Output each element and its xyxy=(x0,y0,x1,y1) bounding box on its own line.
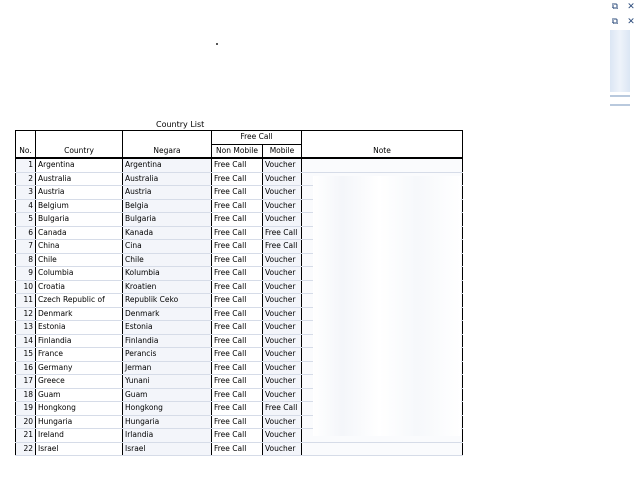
cell-non-mobile[interactable]: Free Call xyxy=(212,334,263,348)
cell-country[interactable]: Israel xyxy=(36,442,123,456)
cell-mobile[interactable]: Voucher xyxy=(263,199,302,213)
cell-negara[interactable]: Kroatien xyxy=(123,280,212,294)
cell-negara[interactable]: Belgia xyxy=(123,199,212,213)
cell-mobile[interactable]: Free Call xyxy=(263,226,302,240)
cell-no[interactable]: 7 xyxy=(16,240,36,254)
cell-mobile[interactable]: Voucher xyxy=(263,267,302,281)
cell-negara[interactable]: Hungaria xyxy=(123,415,212,429)
cell-country[interactable]: Chile xyxy=(36,253,123,267)
cell-no[interactable]: 15 xyxy=(16,348,36,362)
cell-non-mobile[interactable]: Free Call xyxy=(212,267,263,281)
cell-mobile[interactable]: Free Call xyxy=(263,402,302,416)
cell-negara[interactable]: Austria xyxy=(123,186,212,200)
scrollbar-divider xyxy=(610,104,630,106)
cell-no[interactable]: 17 xyxy=(16,375,36,389)
cell-no[interactable]: 6 xyxy=(16,226,36,240)
header-non-mobile: Non Mobile xyxy=(212,144,263,157)
cell-non-mobile[interactable]: Free Call xyxy=(212,172,263,186)
cell-country[interactable]: Finlandia xyxy=(36,334,123,348)
cell-non-mobile[interactable]: Free Call xyxy=(212,280,263,294)
cell-country[interactable]: Canada xyxy=(36,226,123,240)
cell-no[interactable]: 18 xyxy=(16,388,36,402)
cell-country[interactable]: Hungaria xyxy=(36,415,123,429)
cell-non-mobile[interactable]: Free Call xyxy=(212,213,263,227)
cell-country[interactable]: France xyxy=(36,348,123,362)
cell-country[interactable]: Argentina xyxy=(36,158,123,172)
cell-no[interactable]: 9 xyxy=(16,267,36,281)
cell-mobile[interactable]: Voucher xyxy=(263,307,302,321)
cell-no[interactable]: 5 xyxy=(16,213,36,227)
cell-country[interactable]: Germany xyxy=(36,361,123,375)
cell-non-mobile[interactable]: Free Call xyxy=(212,294,263,308)
cell-country[interactable]: Croatia xyxy=(36,280,123,294)
window-controls-bottom xyxy=(604,17,640,31)
cell-country[interactable]: Greece xyxy=(36,375,123,389)
header-free-call: Free Call xyxy=(212,131,302,145)
cell-non-mobile[interactable]: Free Call xyxy=(212,415,263,429)
cell-no[interactable]: 12 xyxy=(16,307,36,321)
cell-note[interactable] xyxy=(302,442,463,456)
cell-negara[interactable]: Cina xyxy=(123,240,212,254)
cell-mobile[interactable]: Voucher xyxy=(263,321,302,335)
cell-no[interactable]: 20 xyxy=(16,415,36,429)
cell-no[interactable]: 1 xyxy=(16,158,36,172)
cell-non-mobile[interactable]: Free Call xyxy=(212,361,263,375)
cell-negara[interactable]: Perancis xyxy=(123,348,212,362)
cell-negara[interactable]: Chile xyxy=(123,253,212,267)
table-header-row-top xyxy=(16,131,463,145)
cell-no[interactable]: 22 xyxy=(16,442,36,456)
cell-non-mobile[interactable]: Free Call xyxy=(212,429,263,443)
cell-negara[interactable]: Yunani xyxy=(123,375,212,389)
cell-country[interactable]: Bulgaria xyxy=(36,213,123,227)
close-icon[interactable]: ✕ xyxy=(627,2,635,12)
cell-no[interactable]: 2 xyxy=(16,172,36,186)
cell-negara[interactable]: Guam xyxy=(123,388,212,402)
cell-mobile[interactable]: Voucher xyxy=(263,334,302,348)
cell-no[interactable]: 10 xyxy=(16,280,36,294)
cell-non-mobile[interactable]: Free Call xyxy=(212,186,263,200)
cell-non-mobile[interactable]: Free Call xyxy=(212,348,263,362)
cell-mobile[interactable]: Voucher xyxy=(263,442,302,456)
cell-mobile[interactable]: Voucher xyxy=(263,158,302,172)
cell-country[interactable]: Guam xyxy=(36,388,123,402)
restore-icon[interactable]: ⧉ xyxy=(611,17,619,27)
cell-no[interactable]: 11 xyxy=(16,294,36,308)
cell-mobile[interactable]: Free Call xyxy=(263,240,302,254)
cell-mobile[interactable]: Voucher xyxy=(263,348,302,362)
cell-negara[interactable]: Kolumbia xyxy=(123,267,212,281)
sheet-title: Country List xyxy=(156,120,205,129)
cell-mobile[interactable]: Voucher xyxy=(263,186,302,200)
table-row[interactable] xyxy=(16,158,463,172)
cell-country[interactable]: Czech Republic of xyxy=(36,294,123,308)
cell-non-mobile[interactable]: Free Call xyxy=(212,321,263,335)
restore-icon[interactable]: ⧉ xyxy=(611,2,619,12)
cell-no[interactable]: 21 xyxy=(16,429,36,443)
cell-mobile[interactable]: Voucher xyxy=(263,415,302,429)
cell-mobile[interactable]: Voucher xyxy=(263,375,302,389)
cell-non-mobile[interactable]: Free Call xyxy=(212,442,263,456)
cell-mobile[interactable]: Voucher xyxy=(263,172,302,186)
scrollbar-divider xyxy=(610,95,630,97)
cell-mobile[interactable]: Voucher xyxy=(263,280,302,294)
vertical-scrollbar[interactable] xyxy=(610,30,630,92)
cell-no[interactable]: 16 xyxy=(16,361,36,375)
header-note: Note xyxy=(302,131,463,158)
cell-negara[interactable]: Argentina xyxy=(123,158,212,172)
cell-country[interactable]: Belgium xyxy=(36,199,123,213)
cell-non-mobile[interactable]: Free Call xyxy=(212,307,263,321)
header-mobile: Mobile xyxy=(263,144,302,157)
cell-country[interactable]: Ireland xyxy=(36,429,123,443)
cell-mobile[interactable]: Voucher xyxy=(263,361,302,375)
cell-negara[interactable]: Estonia xyxy=(123,321,212,335)
header-country: Country xyxy=(36,131,123,158)
close-icon[interactable]: ✕ xyxy=(627,17,635,27)
cell-non-mobile[interactable]: Free Call xyxy=(212,199,263,213)
cell-no[interactable]: 14 xyxy=(16,334,36,348)
cell-negara[interactable]: Jerman xyxy=(123,361,212,375)
cell-country[interactable]: Australia xyxy=(36,172,123,186)
cell-no[interactable]: 3 xyxy=(16,186,36,200)
cell-non-mobile[interactable]: Free Call xyxy=(212,226,263,240)
cell-non-mobile[interactable]: Free Call xyxy=(212,253,263,267)
cell-negara[interactable]: Denmark xyxy=(123,307,212,321)
cell-mobile[interactable]: Voucher xyxy=(263,253,302,267)
header-no: No. xyxy=(16,131,36,158)
cell-negara[interactable]: Kanada xyxy=(123,226,212,240)
cell-country[interactable]: Hongkong xyxy=(36,402,123,416)
cell-negara[interactable]: Australia xyxy=(123,172,212,186)
cell-mobile[interactable]: Voucher xyxy=(263,213,302,227)
artifact-dot xyxy=(216,43,218,45)
cell-negara[interactable]: Israel xyxy=(123,442,212,456)
cell-country[interactable]: Columbia xyxy=(36,267,123,281)
note-column-redacted xyxy=(313,176,461,436)
cell-mobile[interactable]: Voucher xyxy=(263,294,302,308)
cell-country[interactable]: China xyxy=(36,240,123,254)
cell-no[interactable]: 19 xyxy=(16,402,36,416)
cell-negara[interactable]: Bulgaria xyxy=(123,213,212,227)
header-negara: Negara xyxy=(123,131,212,158)
cell-no[interactable]: 13 xyxy=(16,321,36,335)
cell-negara[interactable]: Finlandia xyxy=(123,334,212,348)
cell-note[interactable] xyxy=(302,158,463,172)
cell-no[interactable]: 4 xyxy=(16,199,36,213)
cell-non-mobile[interactable]: Free Call xyxy=(212,388,263,402)
table-row[interactable] xyxy=(16,442,463,456)
window-controls-top xyxy=(604,2,640,16)
cell-non-mobile[interactable]: Free Call xyxy=(212,158,263,172)
cell-no[interactable]: 8 xyxy=(16,253,36,267)
cell-country[interactable]: Estonia xyxy=(36,321,123,335)
cell-non-mobile[interactable]: Free Call xyxy=(212,402,263,416)
cell-negara[interactable]: Republik Ceko xyxy=(123,294,212,308)
cell-non-mobile[interactable]: Free Call xyxy=(212,375,263,389)
cell-country[interactable]: Austria xyxy=(36,186,123,200)
cell-negara[interactable]: Hongkong xyxy=(123,402,212,416)
cell-country[interactable]: Denmark xyxy=(36,307,123,321)
cell-mobile[interactable]: Voucher xyxy=(263,388,302,402)
cell-negara[interactable]: Irlandia xyxy=(123,429,212,443)
cell-mobile[interactable]: Voucher xyxy=(263,429,302,443)
cell-non-mobile[interactable]: Free Call xyxy=(212,240,263,254)
